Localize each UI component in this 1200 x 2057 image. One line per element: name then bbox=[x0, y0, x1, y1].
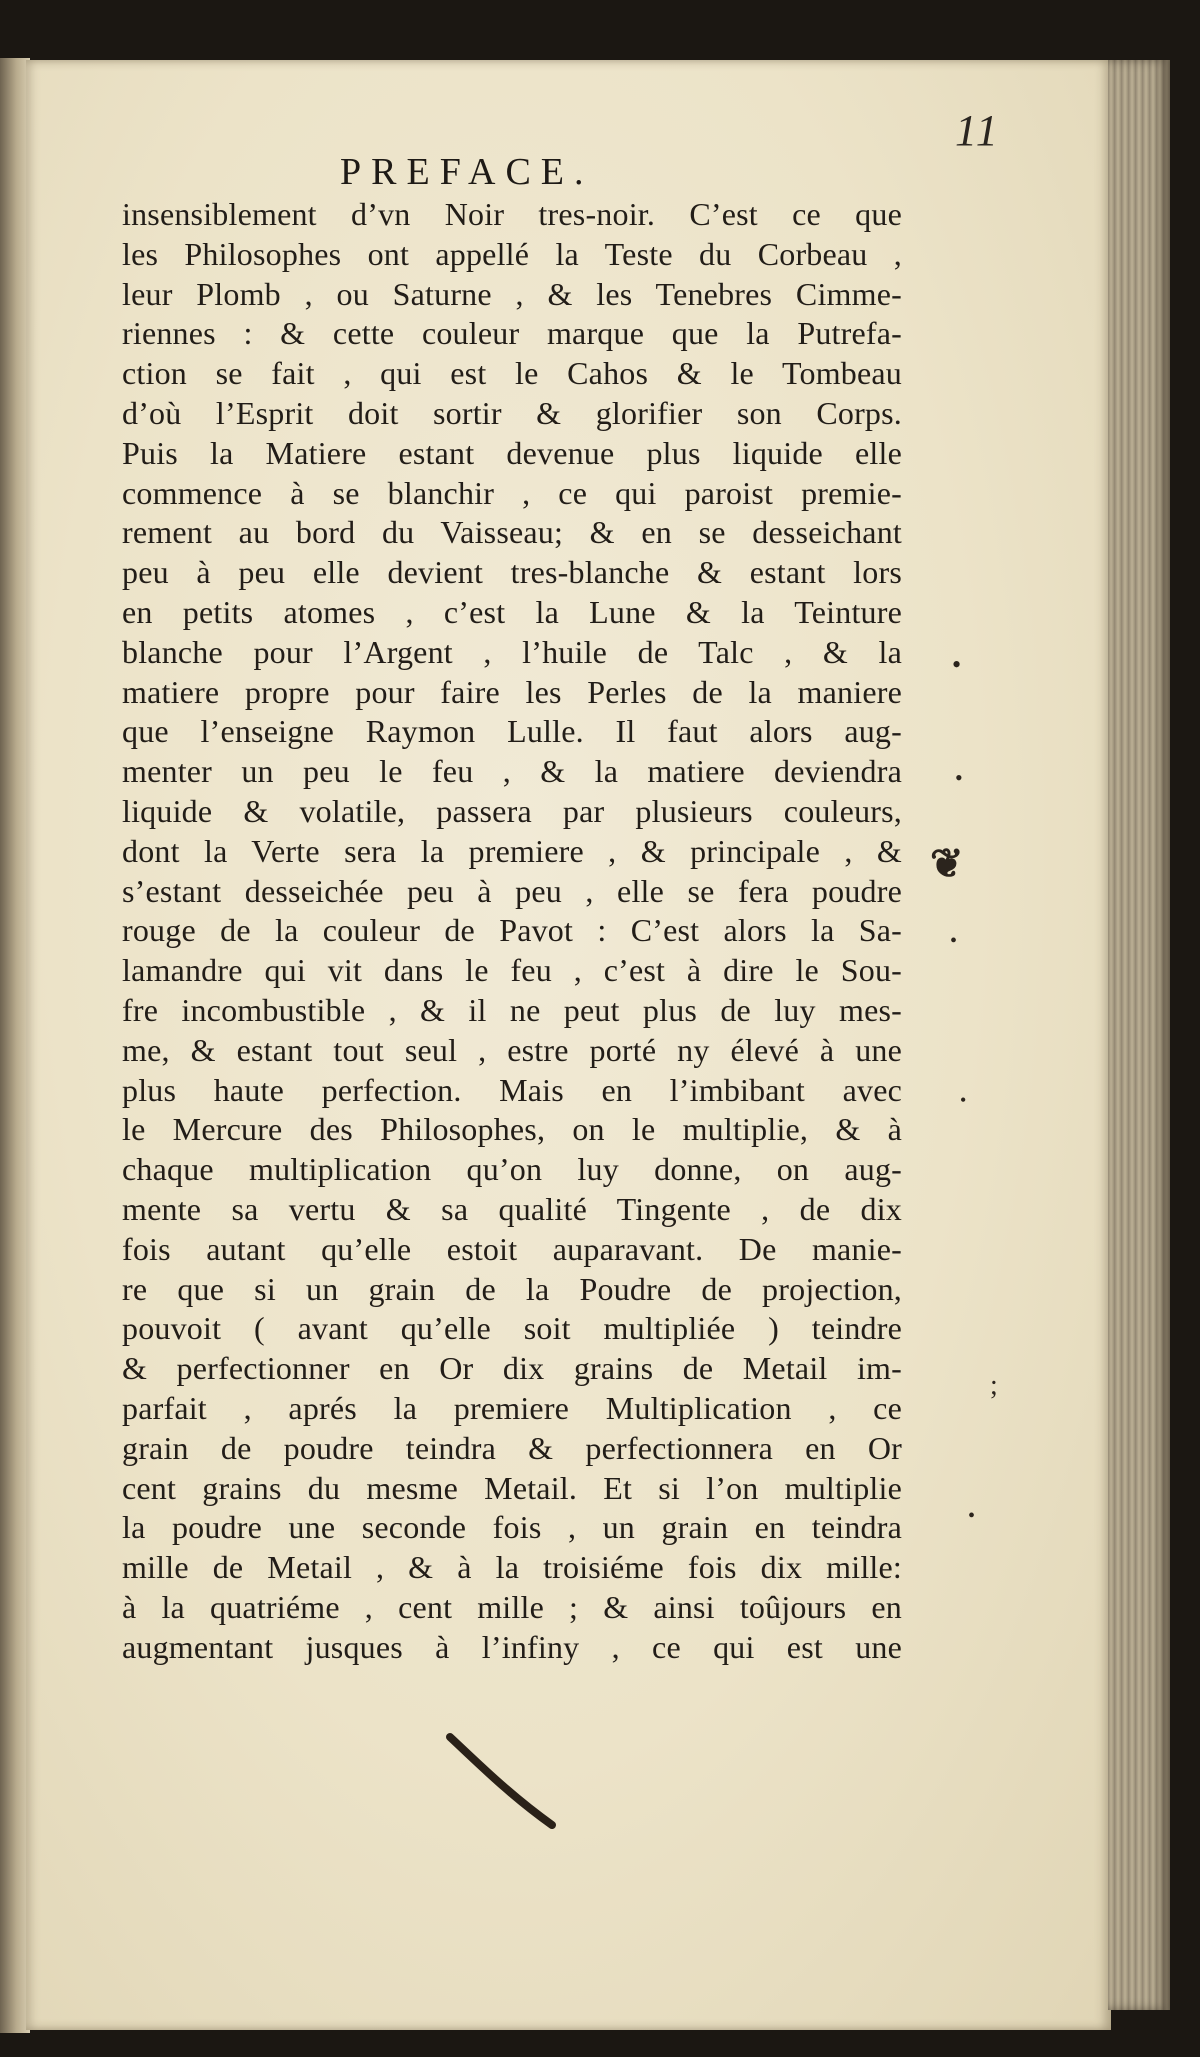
text-line: me, & estant tout seul , estre porté ny élevé à une bbox=[122, 1031, 902, 1068]
margin-mark: • bbox=[950, 930, 958, 952]
text-line: lamandre qui vit dans le feu , c’est à dire le Sou- bbox=[122, 952, 902, 989]
text-line: pouvoit ( avant qu’elle soit multipliée ) teindre bbox=[122, 1310, 902, 1347]
text-line: matiere propre pour faire les Perles de la maniere bbox=[122, 673, 902, 710]
text-line: re que si un grain de la Poudre de projection, bbox=[122, 1270, 902, 1307]
text-line: le Mercure des Philosophes, on le multiplie, & à bbox=[122, 1111, 902, 1148]
page-fore-edge bbox=[1108, 60, 1170, 2010]
text-line: la poudre une seconde fois , un grain en teindra bbox=[122, 1509, 902, 1546]
text-line: rement au bord du Vaisseau; & en se desseichant bbox=[122, 514, 902, 551]
text-line: augmentant jusques à l’infiny , ce qui est une bbox=[122, 1628, 902, 1665]
ink-stroke-mark bbox=[440, 1725, 580, 1835]
text-line: ction se fait , qui est le Cahos & le Tombeau bbox=[122, 355, 902, 392]
running-header: PREFACE. bbox=[340, 151, 594, 193]
margin-mark: • bbox=[960, 1090, 967, 1110]
folio-number: 11 bbox=[955, 106, 1000, 155]
text-line: leur Plomb , ou Saturne , & les Tenebres Cimme- bbox=[122, 275, 902, 312]
text-line: s’estant desseichée peu à peu , elle se fera poudre bbox=[122, 872, 902, 909]
text-line: parfait , aprés la premiere Multiplication , ce bbox=[122, 1389, 902, 1426]
body-text bbox=[122, 195, 902, 1667]
text-line: les Philosophes ont appellé la Teste du Corbeau , bbox=[122, 235, 902, 272]
text-line: en petits atomes , c’est la Lune & la Teinture bbox=[122, 593, 902, 630]
text-line: cent grains du mesme Metail. Et si l’on multiplie bbox=[122, 1469, 902, 1506]
text-line: d’où l’Esprit doit sortir & glorifier son Corps. bbox=[122, 394, 902, 431]
text-line: fre incombustible , & il ne peut plus de luy mes- bbox=[122, 991, 902, 1028]
text-line: dont la Verte sera la premiere , & principale , & bbox=[122, 832, 902, 869]
text-line: grain de poudre teindra & perfectionnera en Or bbox=[122, 1429, 902, 1466]
text-line: commence à se blanchir , ce qui paroist premie- bbox=[122, 474, 902, 511]
margin-mark: ; bbox=[990, 1370, 998, 1401]
margin-mark: • bbox=[955, 765, 963, 790]
text-line: à la quatriéme , cent mille ; & ainsi toûjours en bbox=[122, 1588, 902, 1625]
margin-mark: • bbox=[952, 650, 962, 679]
text-line: que l’enseigne Raymon Lulle. Il faut alors aug- bbox=[122, 713, 902, 750]
text-line: chaque multiplication qu’on luy donne, on aug- bbox=[122, 1151, 902, 1188]
text-line: insensiblement d’vn Noir tres-noir. C’est ce que bbox=[122, 196, 902, 232]
text-line: fois autant qu’elle estoit auparavant. De manie- bbox=[122, 1230, 902, 1267]
text-line: liquide & volatile, passera par plusieurs couleurs, bbox=[122, 792, 902, 829]
text-line: menter un peu le feu , & la matiere deviendra bbox=[122, 753, 902, 790]
text-line: plus haute perfection. Mais en l’imbibant avec bbox=[122, 1071, 902, 1108]
text-line: blanche pour l’Argent , l’huile de Talc , & la bbox=[122, 633, 902, 670]
margin-mark: ❦ bbox=[930, 841, 964, 886]
text-line: mille de Metail , & à la troisiéme fois dix mille: bbox=[122, 1549, 902, 1586]
text-line: rouge de la couleur de Pavot : C’est alors la Sa- bbox=[122, 912, 902, 949]
margin-mark: • bbox=[968, 1505, 976, 1527]
text-line: & perfectionner en Or dix grains de Metail im- bbox=[122, 1350, 902, 1387]
text-line: riennes : & cette couleur marque que la Putrefa- bbox=[122, 315, 902, 352]
text-line: Puis la Matiere estant devenue plus liquide elle bbox=[122, 434, 902, 471]
text-line: peu à peu elle devient tres-blanche & estant lors bbox=[122, 554, 902, 591]
text-line: mente sa vertu & sa qualité Tingente , de dix bbox=[122, 1190, 902, 1227]
